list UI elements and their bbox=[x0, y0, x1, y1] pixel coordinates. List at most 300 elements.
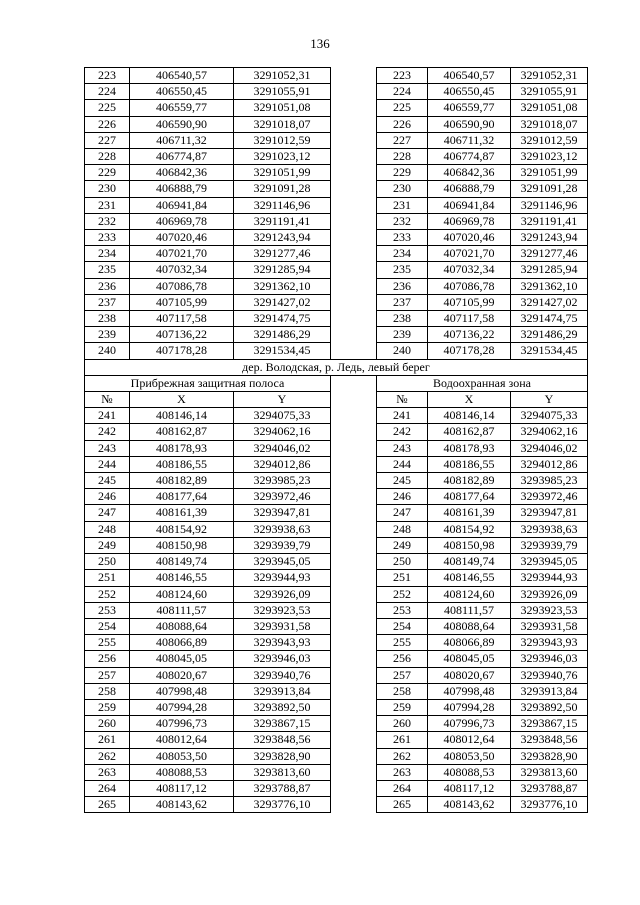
coord-x: 408146,55 bbox=[428, 570, 511, 586]
point-number: 234 bbox=[377, 246, 428, 262]
coord-y: 3291427,02 bbox=[511, 294, 588, 310]
coord-y: 3293813,60 bbox=[511, 764, 588, 780]
point-number: 257 bbox=[377, 667, 428, 683]
coord-x: 406550,45 bbox=[130, 84, 234, 100]
coord-y: 3291243,94 bbox=[234, 230, 331, 246]
point-number: 264 bbox=[377, 780, 428, 796]
table-row bbox=[85, 764, 588, 780]
column-gap bbox=[331, 278, 377, 294]
column-gap bbox=[331, 699, 377, 715]
coord-y: 3291486,29 bbox=[234, 327, 331, 343]
column-gap bbox=[331, 343, 377, 359]
coord-y: 3291052,31 bbox=[511, 68, 588, 84]
coord-x: 407996,73 bbox=[130, 716, 234, 732]
coord-x: 406590,90 bbox=[428, 116, 511, 132]
column-gap bbox=[331, 635, 377, 651]
coord-x: 406969,78 bbox=[130, 213, 234, 229]
coord-x: 408146,14 bbox=[130, 408, 234, 424]
coord-x: 406941,84 bbox=[130, 197, 234, 213]
coord-x: 408012,64 bbox=[428, 732, 511, 748]
coord-x: 408143,62 bbox=[428, 797, 511, 813]
coord-x: 408066,89 bbox=[428, 635, 511, 651]
column-gap bbox=[331, 780, 377, 796]
point-number: 244 bbox=[85, 456, 130, 472]
coord-y: 3291486,29 bbox=[511, 327, 588, 343]
table-row bbox=[85, 149, 588, 165]
point-number: 235 bbox=[85, 262, 130, 278]
table-row bbox=[85, 262, 588, 278]
column-gap bbox=[331, 181, 377, 197]
point-number: 245 bbox=[377, 473, 428, 489]
column-gap bbox=[331, 100, 377, 116]
coord-y: 3293944,93 bbox=[234, 570, 331, 586]
point-number: 245 bbox=[85, 473, 130, 489]
table-row bbox=[85, 489, 588, 505]
point-number: 233 bbox=[377, 230, 428, 246]
coord-y: 3294062,16 bbox=[234, 424, 331, 440]
coord-y: 3291012,59 bbox=[511, 132, 588, 148]
point-number: 247 bbox=[377, 505, 428, 521]
point-number: 250 bbox=[85, 554, 130, 570]
column-gap bbox=[331, 554, 377, 570]
table-row bbox=[85, 521, 588, 537]
column-gap bbox=[331, 732, 377, 748]
coord-y: 3291277,46 bbox=[234, 246, 331, 262]
coord-x: 407020,46 bbox=[130, 230, 234, 246]
col-header-y: Y bbox=[234, 392, 331, 408]
coord-x: 407998,48 bbox=[428, 683, 511, 699]
table-row bbox=[85, 602, 588, 618]
coord-x: 408182,89 bbox=[428, 473, 511, 489]
coord-x: 408053,50 bbox=[130, 748, 234, 764]
column-gap bbox=[331, 797, 377, 813]
coord-y: 3294062,16 bbox=[511, 424, 588, 440]
col-header-y: Y bbox=[511, 392, 588, 408]
coord-y: 3293985,23 bbox=[234, 473, 331, 489]
coord-y: 3291018,07 bbox=[511, 116, 588, 132]
table-row bbox=[85, 570, 588, 586]
coord-y: 3293913,84 bbox=[511, 683, 588, 699]
point-number: 253 bbox=[377, 602, 428, 618]
coord-y: 3293931,58 bbox=[511, 618, 588, 634]
point-number: 237 bbox=[85, 294, 130, 310]
point-number: 226 bbox=[85, 116, 130, 132]
coord-x: 408146,14 bbox=[428, 408, 511, 424]
coord-y: 3291534,45 bbox=[234, 343, 331, 359]
column-gap bbox=[331, 197, 377, 213]
column-gap bbox=[331, 586, 377, 602]
point-number: 260 bbox=[377, 716, 428, 732]
col-header-number: № bbox=[377, 392, 428, 408]
coord-x: 407086,78 bbox=[130, 278, 234, 294]
coord-x: 407105,99 bbox=[428, 294, 511, 310]
point-number: 232 bbox=[85, 213, 130, 229]
column-gap bbox=[331, 311, 377, 327]
point-number: 256 bbox=[377, 651, 428, 667]
point-number: 255 bbox=[377, 635, 428, 651]
point-number: 259 bbox=[85, 699, 130, 715]
coord-x: 408150,98 bbox=[428, 537, 511, 553]
point-number: 225 bbox=[377, 100, 428, 116]
coord-y: 3291191,41 bbox=[511, 213, 588, 229]
table-row bbox=[85, 424, 588, 440]
point-number: 249 bbox=[85, 537, 130, 553]
coord-x: 407136,22 bbox=[428, 327, 511, 343]
coord-y: 3291051,99 bbox=[511, 165, 588, 181]
table-row bbox=[85, 68, 588, 84]
coord-x: 408149,74 bbox=[428, 554, 511, 570]
column-gap bbox=[331, 489, 377, 505]
coord-y: 3291191,41 bbox=[234, 213, 331, 229]
coord-x: 407032,34 bbox=[428, 262, 511, 278]
column-gap bbox=[331, 473, 377, 489]
point-number: 238 bbox=[377, 311, 428, 327]
column-gap bbox=[331, 716, 377, 732]
column-gap bbox=[331, 375, 377, 391]
coord-y: 3291023,12 bbox=[234, 149, 331, 165]
coord-y: 3291052,31 bbox=[234, 68, 331, 84]
point-number: 249 bbox=[377, 537, 428, 553]
column-gap bbox=[331, 149, 377, 165]
coord-x: 408178,93 bbox=[130, 440, 234, 456]
coord-x: 408012,64 bbox=[130, 732, 234, 748]
point-number: 248 bbox=[377, 521, 428, 537]
left-heading: Прибрежная защитная полоса bbox=[85, 375, 331, 391]
point-number: 236 bbox=[85, 278, 130, 294]
table-row bbox=[85, 537, 588, 553]
point-number: 240 bbox=[377, 343, 428, 359]
point-number: 246 bbox=[85, 489, 130, 505]
column-gap bbox=[331, 764, 377, 780]
point-number: 227 bbox=[85, 132, 130, 148]
coord-y: 3293946,03 bbox=[234, 651, 331, 667]
column-gap bbox=[331, 748, 377, 764]
column-gap bbox=[331, 408, 377, 424]
coord-x: 407117,58 bbox=[428, 311, 511, 327]
point-number: 265 bbox=[377, 797, 428, 813]
coord-y: 3293776,10 bbox=[511, 797, 588, 813]
coord-x: 408111,57 bbox=[130, 602, 234, 618]
coord-y: 3291362,10 bbox=[511, 278, 588, 294]
coord-y: 3291055,91 bbox=[511, 84, 588, 100]
coord-y: 3291534,45 bbox=[511, 343, 588, 359]
coord-y: 3293939,79 bbox=[234, 537, 331, 553]
coord-y: 3294075,33 bbox=[234, 408, 331, 424]
coord-y: 3291285,94 bbox=[234, 262, 331, 278]
column-gap bbox=[331, 521, 377, 537]
coord-y: 3291018,07 bbox=[234, 116, 331, 132]
table-row bbox=[85, 716, 588, 732]
table-row bbox=[85, 456, 588, 472]
coord-x: 408162,87 bbox=[130, 424, 234, 440]
coord-y: 3293788,87 bbox=[234, 780, 331, 796]
coord-y: 3291091,28 bbox=[234, 181, 331, 197]
coord-y: 3291051,99 bbox=[234, 165, 331, 181]
table-row bbox=[85, 683, 588, 699]
coord-x: 408186,55 bbox=[428, 456, 511, 472]
point-number: 261 bbox=[377, 732, 428, 748]
point-number: 231 bbox=[85, 197, 130, 213]
point-number: 260 bbox=[85, 716, 130, 732]
coord-x: 408178,93 bbox=[428, 440, 511, 456]
coord-x: 408143,62 bbox=[130, 797, 234, 813]
point-number: 241 bbox=[85, 408, 130, 424]
point-number: 223 bbox=[377, 68, 428, 84]
coord-y: 3291277,46 bbox=[511, 246, 588, 262]
point-number: 239 bbox=[377, 327, 428, 343]
table-row bbox=[85, 181, 588, 197]
point-number: 259 bbox=[377, 699, 428, 715]
coord-x: 406842,36 bbox=[130, 165, 234, 181]
point-number: 258 bbox=[85, 683, 130, 699]
point-number: 228 bbox=[377, 149, 428, 165]
coord-y: 3291055,91 bbox=[234, 84, 331, 100]
column-gap bbox=[331, 392, 377, 408]
column-gap bbox=[331, 68, 377, 84]
table-row bbox=[85, 554, 588, 570]
coord-x: 406941,84 bbox=[428, 197, 511, 213]
section-title: дер. Володская, р. Ледь, левый берег bbox=[85, 359, 588, 375]
coord-x: 407994,28 bbox=[130, 699, 234, 715]
coord-x: 406969,78 bbox=[428, 213, 511, 229]
column-gap bbox=[331, 537, 377, 553]
col-header-x: X bbox=[428, 392, 511, 408]
point-number: 224 bbox=[85, 84, 130, 100]
column-gap bbox=[331, 618, 377, 634]
coord-y: 3293867,15 bbox=[234, 716, 331, 732]
column-gap bbox=[331, 683, 377, 699]
point-number: 243 bbox=[85, 440, 130, 456]
coord-y: 3293931,58 bbox=[234, 618, 331, 634]
coord-x: 406559,77 bbox=[130, 100, 234, 116]
column-gap bbox=[331, 424, 377, 440]
coord-y: 3291012,59 bbox=[234, 132, 331, 148]
point-number: 233 bbox=[85, 230, 130, 246]
table-row bbox=[85, 635, 588, 651]
table-row bbox=[85, 278, 588, 294]
coord-x: 408154,92 bbox=[130, 521, 234, 537]
point-number: 232 bbox=[377, 213, 428, 229]
point-number: 234 bbox=[85, 246, 130, 262]
table-row bbox=[85, 100, 588, 116]
coord-x: 408177,64 bbox=[428, 489, 511, 505]
point-number: 231 bbox=[377, 197, 428, 213]
point-number: 263 bbox=[85, 764, 130, 780]
point-number: 226 bbox=[377, 116, 428, 132]
column-gap bbox=[331, 116, 377, 132]
point-number: 264 bbox=[85, 780, 130, 796]
coord-x: 408088,53 bbox=[428, 764, 511, 780]
column-header-row bbox=[85, 392, 588, 408]
point-number: 237 bbox=[377, 294, 428, 310]
coord-x: 407996,73 bbox=[428, 716, 511, 732]
coord-x: 408186,55 bbox=[130, 456, 234, 472]
coord-x: 408146,55 bbox=[130, 570, 234, 586]
coord-y: 3293943,93 bbox=[234, 635, 331, 651]
column-gap bbox=[331, 602, 377, 618]
coord-y: 3294046,02 bbox=[511, 440, 588, 456]
right-heading: Водоохранная зона bbox=[377, 375, 588, 391]
coord-y: 3291285,94 bbox=[511, 262, 588, 278]
coord-y: 3294075,33 bbox=[511, 408, 588, 424]
coord-y: 3294012,86 bbox=[511, 456, 588, 472]
coord-y: 3293947,81 bbox=[234, 505, 331, 521]
coord-y: 3293972,46 bbox=[234, 489, 331, 505]
col-header-x: X bbox=[130, 392, 234, 408]
coord-x: 408161,39 bbox=[428, 505, 511, 521]
point-number: 246 bbox=[377, 489, 428, 505]
coord-y: 3293828,90 bbox=[234, 748, 331, 764]
section-header bbox=[85, 359, 588, 408]
coord-x: 407117,58 bbox=[130, 311, 234, 327]
coord-y: 3291023,12 bbox=[511, 149, 588, 165]
point-number: 228 bbox=[85, 149, 130, 165]
coord-x: 407021,70 bbox=[428, 246, 511, 262]
point-number: 225 bbox=[85, 100, 130, 116]
coord-x: 406774,87 bbox=[130, 149, 234, 165]
table-row bbox=[85, 327, 588, 343]
coord-x: 407178,28 bbox=[428, 343, 511, 359]
point-number: 263 bbox=[377, 764, 428, 780]
table-row bbox=[85, 294, 588, 310]
coord-y: 3293940,76 bbox=[511, 667, 588, 683]
col-header-number: № bbox=[85, 392, 130, 408]
coord-y: 3294012,86 bbox=[234, 456, 331, 472]
top-rows-body bbox=[85, 68, 588, 360]
coord-x: 408124,60 bbox=[428, 586, 511, 602]
coord-x: 407020,46 bbox=[428, 230, 511, 246]
point-number: 248 bbox=[85, 521, 130, 537]
coord-x: 408117,12 bbox=[130, 780, 234, 796]
coord-x: 408066,89 bbox=[130, 635, 234, 651]
coord-y: 3293913,84 bbox=[234, 683, 331, 699]
table-row bbox=[85, 505, 588, 521]
column-gap bbox=[331, 262, 377, 278]
coord-x: 406590,90 bbox=[130, 116, 234, 132]
coord-y: 3291243,94 bbox=[511, 230, 588, 246]
table-row bbox=[85, 699, 588, 715]
table-row bbox=[85, 165, 588, 181]
point-number: 247 bbox=[85, 505, 130, 521]
point-number: 230 bbox=[85, 181, 130, 197]
table-row bbox=[85, 84, 588, 100]
point-number: 262 bbox=[377, 748, 428, 764]
column-gap bbox=[331, 570, 377, 586]
column-gap bbox=[331, 132, 377, 148]
point-number: 258 bbox=[377, 683, 428, 699]
coord-x: 408154,92 bbox=[428, 521, 511, 537]
table-row bbox=[85, 246, 588, 262]
point-number: 224 bbox=[377, 84, 428, 100]
coord-y: 3291146,96 bbox=[511, 197, 588, 213]
point-number: 251 bbox=[85, 570, 130, 586]
bottom-rows-body bbox=[85, 408, 588, 813]
point-number: 227 bbox=[377, 132, 428, 148]
point-number: 241 bbox=[377, 408, 428, 424]
column-gap bbox=[331, 456, 377, 472]
coord-y: 3291051,08 bbox=[511, 100, 588, 116]
coord-y: 3293848,56 bbox=[511, 732, 588, 748]
coord-x: 408111,57 bbox=[428, 602, 511, 618]
table-row bbox=[85, 586, 588, 602]
coord-x: 408020,67 bbox=[428, 667, 511, 683]
coord-y: 3293985,23 bbox=[511, 473, 588, 489]
coord-x: 408045,05 bbox=[428, 651, 511, 667]
point-number: 255 bbox=[85, 635, 130, 651]
column-gap bbox=[331, 213, 377, 229]
coord-y: 3293926,09 bbox=[234, 586, 331, 602]
table-row bbox=[85, 473, 588, 489]
coord-x: 406559,77 bbox=[428, 100, 511, 116]
coord-x: 407032,34 bbox=[130, 262, 234, 278]
coord-y: 3291091,28 bbox=[511, 181, 588, 197]
coord-x: 408117,12 bbox=[428, 780, 511, 796]
coord-x: 407086,78 bbox=[428, 278, 511, 294]
coord-x: 408053,50 bbox=[428, 748, 511, 764]
coord-y: 3293939,79 bbox=[511, 537, 588, 553]
coord-x: 407178,28 bbox=[130, 343, 234, 359]
point-number: 252 bbox=[377, 586, 428, 602]
coord-x: 408088,64 bbox=[130, 618, 234, 634]
page-number: 136 bbox=[310, 36, 330, 51]
coord-x: 406711,32 bbox=[130, 132, 234, 148]
coord-x: 408177,64 bbox=[130, 489, 234, 505]
point-number: 257 bbox=[85, 667, 130, 683]
point-number: 261 bbox=[85, 732, 130, 748]
table-row bbox=[85, 780, 588, 796]
point-number: 240 bbox=[85, 343, 130, 359]
coord-y: 3293972,46 bbox=[511, 489, 588, 505]
point-number: 253 bbox=[85, 602, 130, 618]
coord-x: 407136,22 bbox=[130, 327, 234, 343]
coord-y: 3293923,53 bbox=[511, 602, 588, 618]
coord-x: 407994,28 bbox=[428, 699, 511, 715]
column-gap bbox=[331, 651, 377, 667]
coord-x: 406550,45 bbox=[428, 84, 511, 100]
point-number: 239 bbox=[85, 327, 130, 343]
table-row bbox=[85, 797, 588, 813]
coord-y: 3291146,96 bbox=[234, 197, 331, 213]
coord-y: 3293938,63 bbox=[234, 521, 331, 537]
coord-x: 408088,64 bbox=[428, 618, 511, 634]
coord-y: 3293946,03 bbox=[511, 651, 588, 667]
coord-x: 408045,05 bbox=[130, 651, 234, 667]
point-number: 244 bbox=[377, 456, 428, 472]
table-row bbox=[85, 667, 588, 683]
coord-x: 406540,57 bbox=[130, 68, 234, 84]
coord-x: 408182,89 bbox=[130, 473, 234, 489]
column-gap bbox=[331, 246, 377, 262]
column-gap bbox=[331, 327, 377, 343]
point-number: 262 bbox=[85, 748, 130, 764]
table-row bbox=[85, 440, 588, 456]
point-number: 251 bbox=[377, 570, 428, 586]
table-row bbox=[85, 116, 588, 132]
coord-x: 408124,60 bbox=[130, 586, 234, 602]
coord-x: 406842,36 bbox=[428, 165, 511, 181]
coord-x: 407998,48 bbox=[130, 683, 234, 699]
point-number: 265 bbox=[85, 797, 130, 813]
coord-y: 3293940,76 bbox=[234, 667, 331, 683]
point-number: 230 bbox=[377, 181, 428, 197]
column-gap bbox=[331, 230, 377, 246]
point-number: 242 bbox=[85, 424, 130, 440]
point-number: 242 bbox=[377, 424, 428, 440]
coord-y: 3294046,02 bbox=[234, 440, 331, 456]
coord-y: 3293788,87 bbox=[511, 780, 588, 796]
coord-y: 3293923,53 bbox=[234, 602, 331, 618]
table-row bbox=[85, 651, 588, 667]
